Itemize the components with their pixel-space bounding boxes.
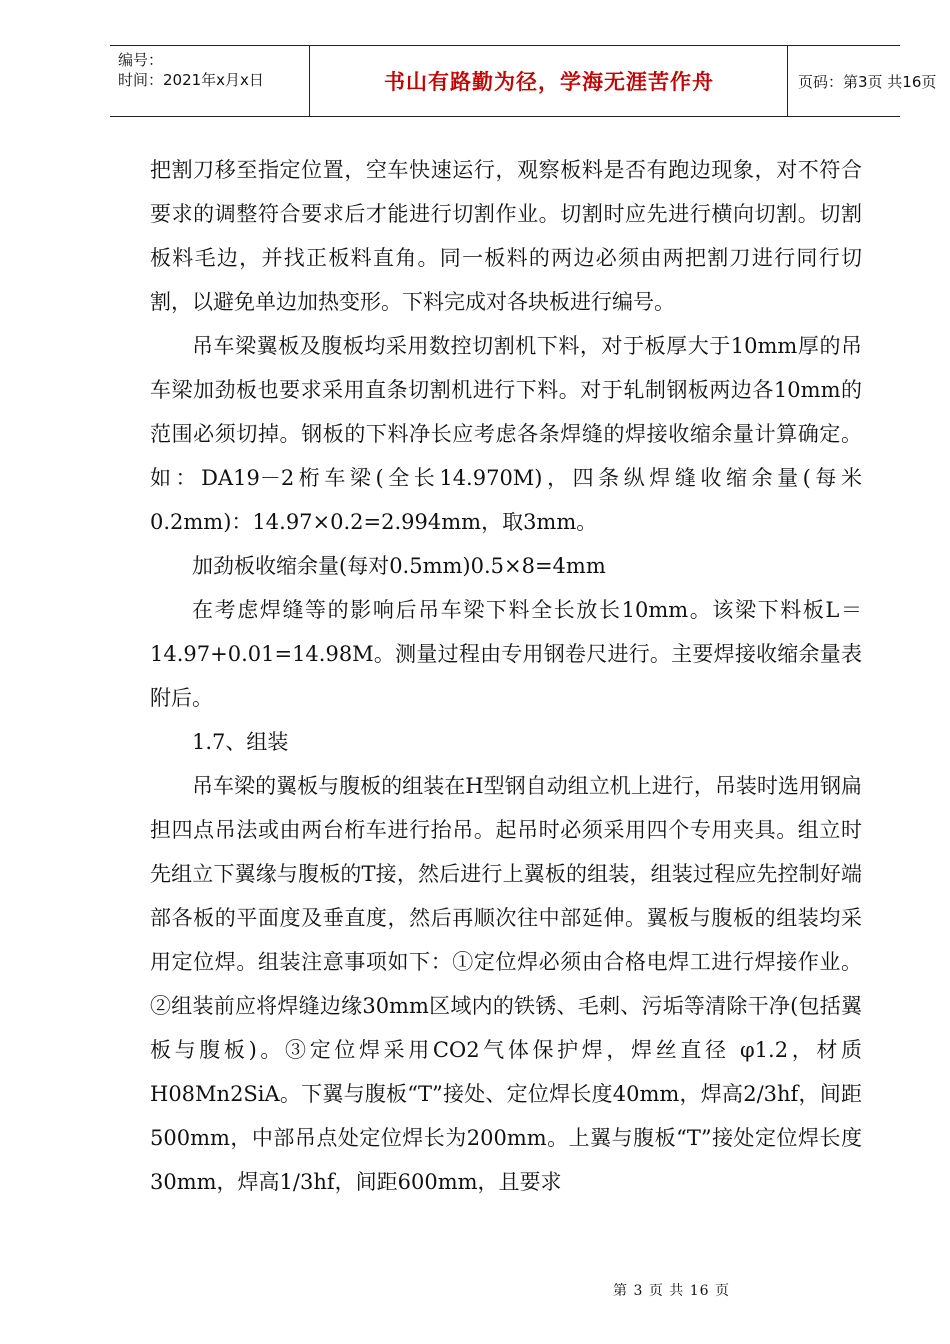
section-heading: 1.7、组装 <box>192 730 289 754</box>
paragraph: 吊车梁翼板及腹板均采用数控切割机下料，对于板厚大于10mm厚的吊车梁加劲板也要求采用直条切割机进行下料。对于轧制钢板两边各10mm的范围必须切掉。钢板的下料净长应考虑各条焊缝的焊接收缩余量计算确定。如：DA19－2桁车梁(全长14.970M)，四条纵焊缝收缩余量(每米0.2mm)：14.97×0.2=2.994mm，取3mm。 <box>150 334 862 534</box>
paragraph: 吊车梁的翼板与腹板的组装在H型钢自动组立机上进行，吊装时选用钢扁担四点吊法或由两台桁车进行抬吊。起吊时必须采用四个专用夹具。组立时先组立下翼缘与腹板的T接，然后进行上翼板的组装，组装过程应先控制好端部各板的平面度及垂直度，然后再顺次往中部延伸。翼板与腹板的组装均采用定位焊。组装注意事项如下：①定位焊必须由合格电焊工进行焊接作业。②组装前应将焊缝边缘30mm区域内的铁锈、毛刺、污垢等清除干净(包括翼板与腹板)。③定位焊采用CO2气体保护焊，焊丝直径 φ1.2，材质H08Mn2SiA。下翼与腹板“T”接处、定位焊长度40mm，焊高2/3hf，间距500mm，中部吊点处定位焊长为200mm。上翼与腹板“T”接处定位焊长度30mm，焊高1/3hf，间距600mm，且要求 <box>150 774 862 1194</box>
header-page-info: 页码：第3页 共16页 <box>798 72 937 91</box>
document-number: 编号： <box>118 51 164 69</box>
document-time: 时间：2021年x月x日 <box>118 71 264 89</box>
page-header <box>110 45 937 117</box>
header-motto: 书山有路勤为径，学海无涯苦作舟 <box>311 46 788 116</box>
document-body <box>150 148 862 1204</box>
paragraph: 把割刀移至指定位置，空车快速运行，观察板料是否有跑边现象，对不符合要求的调整符合要求后才能进行切割作业。切割时应先进行横向切割。切割板料毛边，并找正板料直角。同一板料的两边必须由两把割刀进行同行切割，以避免单边加热变形。下料完成对各块板进行编号。 <box>150 158 862 314</box>
paragraph: 加劲板收缩余量(每对0.5mm)0.5×8=4mm <box>192 554 606 578</box>
paragraph: 在考虑焊缝等的影响后吊车梁下料全长放长10mm。该梁下料板L＝14.97+0.01=14.98M。测量过程由专用钢卷尺进行。主要焊接收缩余量表附后。 <box>150 598 862 710</box>
page-footer: 第 3 页 共 16 页 <box>613 1283 730 1299</box>
header-meta <box>110 46 310 116</box>
